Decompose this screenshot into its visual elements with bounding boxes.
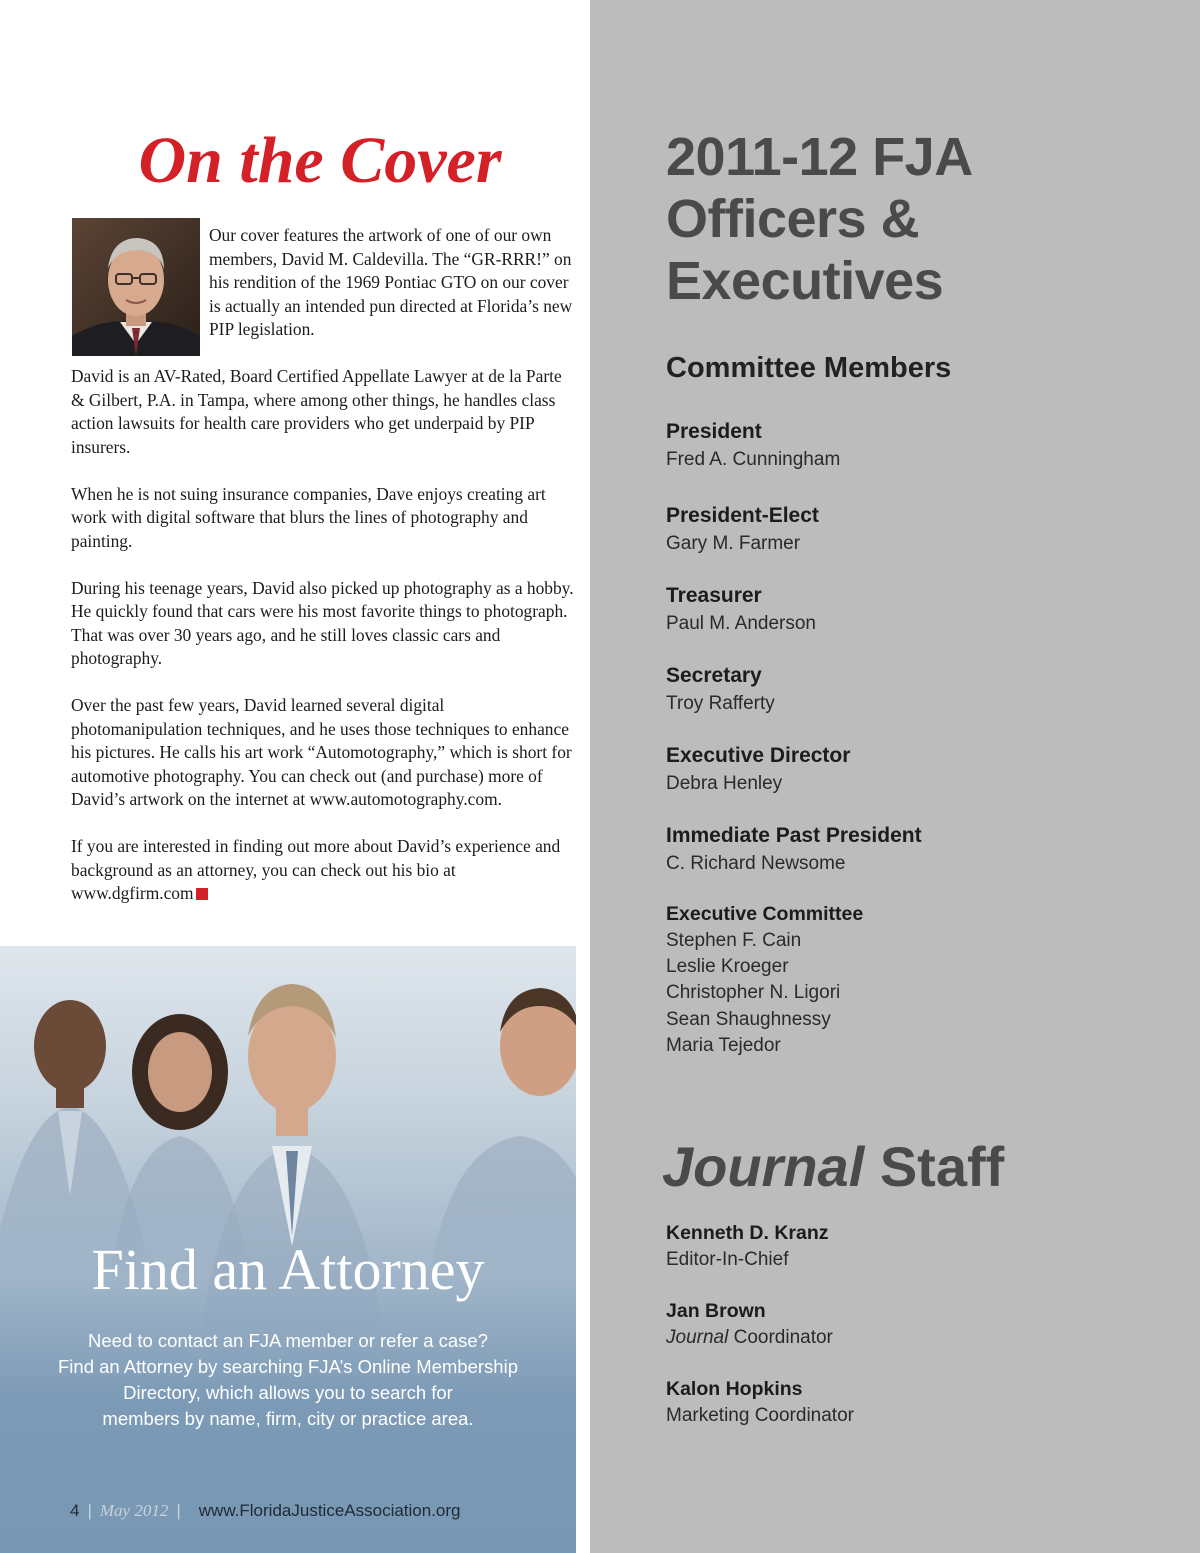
executive-committee-heading: Executive Committee (666, 903, 864, 925)
staff-role: Editor-In-Chief (666, 1249, 789, 1270)
article-paragraph-text: If you are interested in finding out more about David’s experience and background as an attorney, you can check out his bio at www.dgfirm.com (71, 836, 561, 903)
journal-word: Journal (662, 1135, 865, 1198)
title-line: Officers & (666, 189, 920, 249)
issue-date: May 2012 (99, 1501, 169, 1520)
staff-role: Marketing Coordinator (666, 1405, 854, 1426)
footer-separator: | (176, 1501, 181, 1520)
article-last-paragraph (71, 835, 576, 906)
officer-entry (666, 582, 1166, 637)
officer-role: President (666, 420, 762, 443)
officer-entry (666, 418, 1166, 473)
officer-role: Treasurer (666, 584, 762, 607)
page-number: 4 (70, 1501, 80, 1520)
article-paragraph: During his teenage years, David also picked up photography as a hobby. He quickly found that cars were his most favorite things to photograph. That was over 30 years ago, and he still loves classic cars and photography. (71, 577, 574, 668)
title-line: 2011-12 FJA (666, 127, 973, 187)
officer-name: Fred A. Cunningham (666, 449, 841, 470)
committee-member-name: Sean Shaughnessy (666, 1008, 831, 1030)
officer-name: Debra Henley (666, 773, 783, 794)
executive-committee (666, 900, 1166, 1059)
author-portrait (72, 218, 200, 356)
officer-role: Immediate Past President (666, 824, 922, 847)
officer-name: Troy Rafferty (666, 693, 775, 714)
officer-entry (666, 502, 1166, 557)
end-mark-icon (196, 888, 208, 900)
staff-entry (666, 1376, 1166, 1429)
journal-staff-title (662, 1132, 1004, 1202)
committee-members-heading: Committee Members (666, 352, 952, 384)
find-attorney-ad[interactable] (0, 946, 576, 1553)
staff-name: Jan Brown (666, 1300, 766, 1322)
officer-entry (666, 742, 1166, 797)
title-line: Executives (666, 251, 944, 311)
article-paragraph: Over the past few years, David learned several digital photomanipulation techniques, and he uses those techniques to enhance his pictures. He calls his art work “Automotography,” which is short for automotive photography. You can check out (and purchase) more of David’s artwork on the internet at www.automotography.com. (71, 695, 572, 809)
staff-name: Kenneth D. Kranz (666, 1222, 829, 1244)
find-attorney-description (20, 1328, 556, 1432)
committee-member-name: Leslie Kroeger (666, 956, 789, 978)
find-attorney-title: Find an Attorney (91, 1237, 485, 1302)
officer-entry (666, 822, 1166, 877)
staff-entry (666, 1220, 1166, 1273)
officer-name: Gary M. Farmer (666, 533, 801, 554)
officer-entry (666, 662, 1166, 717)
officer-name: C. Richard Newsome (666, 853, 846, 874)
staff-role: Coordinator (728, 1327, 833, 1348)
committee-member-name: Stephen F. Cain (666, 930, 802, 951)
officer-role: President-Elect (666, 504, 819, 527)
cover-article-body (71, 365, 576, 929)
website-link[interactable]: www.FloridaJusticeAssociation.org (198, 1501, 461, 1520)
staff-entry (666, 1298, 1166, 1351)
officers-title (666, 126, 1186, 312)
description-line: members by name, firm, city or practice area. (102, 1408, 474, 1429)
page-footer (70, 1501, 461, 1521)
officer-name: Paul M. Anderson (666, 613, 816, 634)
officer-role: Secretary (666, 664, 762, 687)
description-line: Directory, which allows you to search for (123, 1382, 453, 1403)
cover-lead-paragraph: Our cover features the artwork of one of our own members, David M. Caldevilla. The “GR-RRR!” on his rendition of the 1969 Pontiac GTO on our cover is actually an intended pun directed at Florida’s new PIP legislation. (209, 225, 573, 339)
description-line: Need to contact an FJA member or refer a case? (88, 1330, 488, 1351)
committee-member-name: Maria Tejedor (666, 1034, 781, 1056)
staff-word: Staff (864, 1135, 1005, 1198)
committee-member-name: Christopher N. Ligori (666, 982, 841, 1004)
description-line: Find an Attorney by searching FJA’s Online Membership (58, 1356, 518, 1377)
article-paragraph: David is an AV-Rated, Board Certified Appellate Lawyer at de la Parte & Gilbert, P.A. in Tampa, where among other things, he handles class action lawsuits for health care providers who get underpaid by PIP insurers. (71, 366, 562, 457)
staff-name: Kalon Hopkins (666, 1378, 803, 1400)
left-column (0, 0, 590, 1553)
officer-role: Executive Director (666, 744, 851, 767)
article-paragraph: When he is not suing insurance companies, Dave enjoys creating art work with digital software that blurs the lines of photography and painting. (71, 483, 546, 551)
staff-role-line (666, 1325, 1166, 1351)
staff-role-italic: Journal (666, 1327, 729, 1348)
footer-separator: | (87, 1501, 92, 1520)
cover-title: On the Cover (138, 124, 502, 197)
